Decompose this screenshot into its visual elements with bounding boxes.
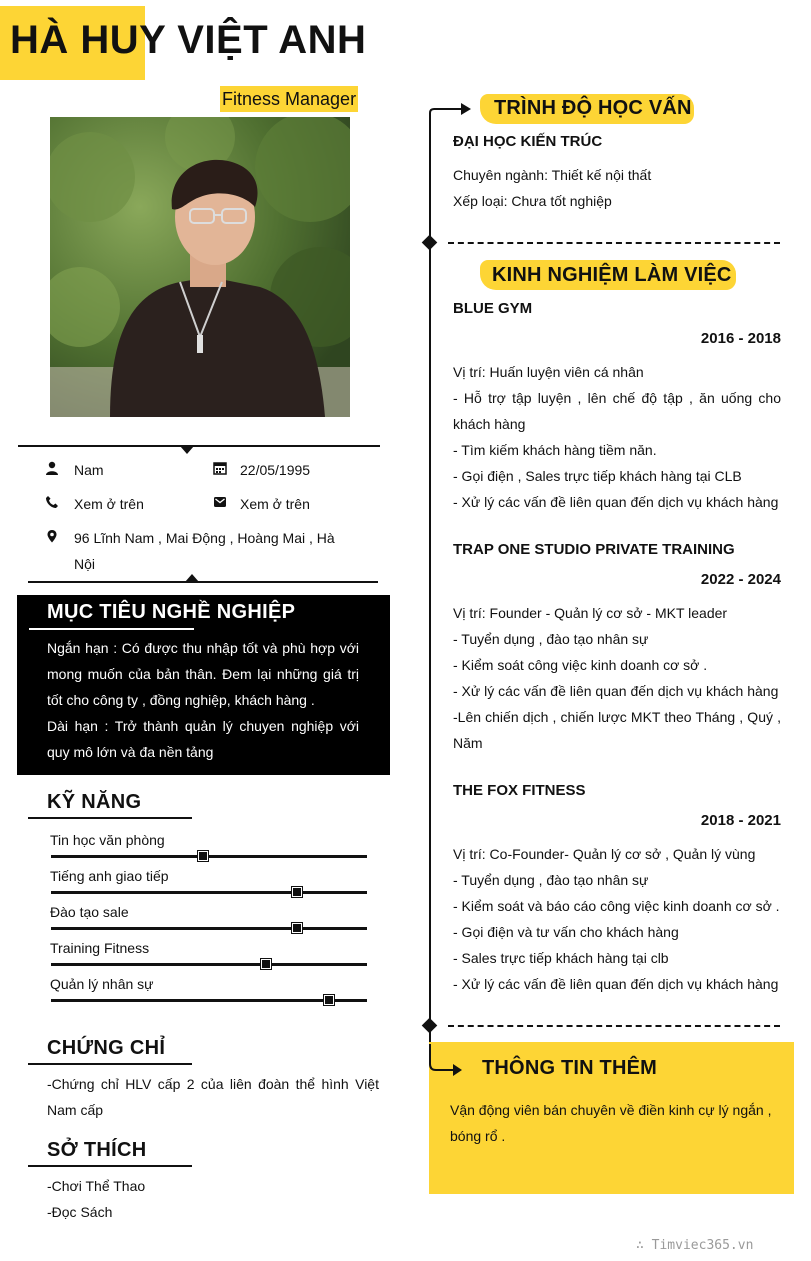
profile-photo bbox=[50, 117, 350, 417]
job-line: - Xử lý các vấn đề liên quan đến dịch vụ khách hàng bbox=[453, 494, 779, 510]
job-company: BLUE GYM bbox=[453, 300, 533, 317]
gender-value: Nam bbox=[74, 462, 104, 478]
location-pin-icon bbox=[45, 529, 59, 543]
career-goal-underline bbox=[29, 628, 194, 630]
section-dashed-divider bbox=[448, 242, 780, 244]
job-period: 2022 - 2024 bbox=[700, 571, 781, 588]
job-line: - Kiểm soát và báo cáo công việc kinh doanh cơ sở . bbox=[453, 898, 780, 914]
skill-track bbox=[51, 891, 367, 894]
education-school: ĐẠI HỌC KIẾN TRÚC bbox=[453, 133, 603, 150]
skill-label: Tin học văn phòng bbox=[50, 832, 165, 848]
section-dashed-divider bbox=[448, 1025, 780, 1027]
watermark: ∴ Timviec365.vn bbox=[636, 1238, 754, 1253]
hobby-item: -Đọc Sách bbox=[47, 1204, 113, 1220]
skills-title: KỸ NĂNG bbox=[47, 791, 142, 813]
hobby-item: -Chơi Thể Thao bbox=[47, 1178, 146, 1194]
email-icon bbox=[213, 495, 227, 509]
phone-icon bbox=[45, 495, 59, 509]
job-company: THE FOX FITNESS bbox=[453, 782, 586, 799]
goal-short-term: Ngắn hạn : Có được thu nhập tốt và phù hợp với mong muốn của bản thân. Đem lại những giá trị tốt cho công ty , đồng nghiệp, khách hàng . bbox=[47, 640, 359, 708]
divider-arrow-up bbox=[185, 574, 199, 582]
address-line-1: 96 Lĩnh Nam , Mai Động , Hoàng Mai , Hà bbox=[74, 530, 335, 546]
education-title: TRÌNH ĐỘ HỌC VẤN bbox=[494, 97, 692, 119]
timeline-arrow-icon bbox=[429, 99, 473, 125]
job-line: Vị trí: Co-Founder- Quản lý cơ sở , Quản lý vùng bbox=[453, 846, 756, 862]
hobbies-underline bbox=[28, 1165, 192, 1167]
job-details bbox=[453, 600, 781, 756]
job-title: Fitness Manager bbox=[220, 86, 358, 112]
goal-long-term: Dài hạn : Trở thành quản lý chuyen nghiệp với quy mô lớn và đa nền tảng bbox=[47, 718, 359, 760]
skill-level-knob bbox=[292, 923, 302, 933]
job-line: - Hỗ trợ tập luyện , lên chế độ tập , ăn uống cho khách hàng bbox=[453, 390, 781, 432]
extra-info-title: THÔNG TIN THÊM bbox=[482, 1057, 658, 1079]
skill-track bbox=[51, 927, 367, 930]
timeline-line bbox=[429, 118, 431, 1053]
job-line: - Tuyển dụng , đào tạo nhân sự bbox=[453, 872, 649, 888]
job-company: TRAP ONE STUDIO PRIVATE TRAINING bbox=[453, 541, 735, 558]
birthday-value: 22/05/1995 bbox=[240, 462, 311, 478]
job-line: - Tìm kiếm khách hàng tiềm năn. bbox=[453, 442, 657, 458]
certificates-text: -Chứng chỉ HLV cấp 2 của liên đoàn thể hình Việt Nam cấp bbox=[47, 1076, 379, 1118]
divider-arrow-down bbox=[180, 446, 194, 454]
extra-info-text: Vận động viên bán chuyên về điền kinh cự lý ngắn , bóng rổ . bbox=[450, 1102, 772, 1144]
career-goal-text bbox=[47, 635, 359, 765]
job-line: -Lên chiến dịch , chiến lược MKT theo Tháng , Quý , Năm bbox=[453, 709, 781, 751]
info-bottom-divider bbox=[28, 581, 378, 583]
skill-track bbox=[51, 855, 367, 858]
email-value: Xem ở trên bbox=[240, 496, 310, 512]
education-major: Chuyên ngành: Thiết kế nội thất bbox=[453, 167, 652, 183]
skill-label: Quản lý nhân sự bbox=[50, 976, 154, 992]
skill-level-knob bbox=[292, 887, 302, 897]
education-rank: Xếp loại: Chưa tốt nghiệp bbox=[453, 193, 612, 209]
candidate-name: HÀ HUY VIỆT ANH bbox=[10, 18, 367, 62]
experience-title: KINH NGHIỆM LÀM VIỆC bbox=[492, 264, 732, 286]
skill-label: Đào tạo sale bbox=[50, 904, 129, 920]
job-line: - Xử lý các vấn đề liên quan đến dịch vụ khách hàng bbox=[453, 976, 779, 992]
skill-level-knob bbox=[261, 959, 271, 969]
job-line: - Gọi điện và tư vấn cho khách hàng bbox=[453, 924, 679, 940]
job-line: - Tuyển dụng , đào tạo nhân sự bbox=[453, 631, 649, 647]
job-line: - Kiểm soát công việc kinh doanh cơ sở . bbox=[453, 657, 708, 673]
address-line-2: Nội bbox=[74, 556, 96, 572]
job-details bbox=[453, 841, 781, 997]
certificates-title: CHỨNG CHỈ bbox=[47, 1037, 166, 1059]
phone-value: Xem ở trên bbox=[74, 496, 144, 512]
info-top-divider bbox=[18, 445, 380, 447]
skill-level-knob bbox=[198, 851, 208, 861]
timeline-diamond bbox=[422, 1018, 438, 1034]
job-line: - Sales trực tiếp khách hàng tại clb bbox=[453, 950, 669, 966]
user-icon bbox=[45, 461, 59, 475]
skill-label: Tiếng anh giao tiếp bbox=[50, 868, 169, 884]
skill-track bbox=[51, 999, 367, 1002]
timeline-diamond bbox=[422, 235, 438, 251]
skill-level-knob bbox=[324, 995, 334, 1005]
job-line: Vị trí: Huấn luyện viên cá nhân bbox=[453, 364, 644, 380]
certificates-underline bbox=[28, 1063, 192, 1065]
skill-label: Training Fitness bbox=[50, 940, 150, 956]
job-period: 2018 - 2021 bbox=[700, 812, 781, 829]
timeline-arrow-icon bbox=[429, 1044, 465, 1082]
skill-track bbox=[51, 963, 367, 966]
job-line: Vị trí: Founder - Quản lý cơ sở - MKT leader bbox=[453, 605, 728, 621]
job-line: - Gọi điện , Sales trực tiếp khách hàng tại CLB bbox=[453, 468, 742, 484]
career-goal-section bbox=[17, 595, 390, 775]
calendar-icon bbox=[213, 461, 227, 475]
skills-underline bbox=[28, 817, 192, 819]
job-line: - Xử lý các vấn đề liên quan đến dịch vụ khách hàng bbox=[453, 683, 779, 699]
hobbies-title: SỞ THÍCH bbox=[47, 1139, 147, 1161]
job-details bbox=[453, 359, 781, 515]
career-goal-title: MỤC TIÊU NGHỀ NGHIỆP bbox=[47, 601, 296, 623]
job-period: 2016 - 2018 bbox=[700, 330, 781, 347]
